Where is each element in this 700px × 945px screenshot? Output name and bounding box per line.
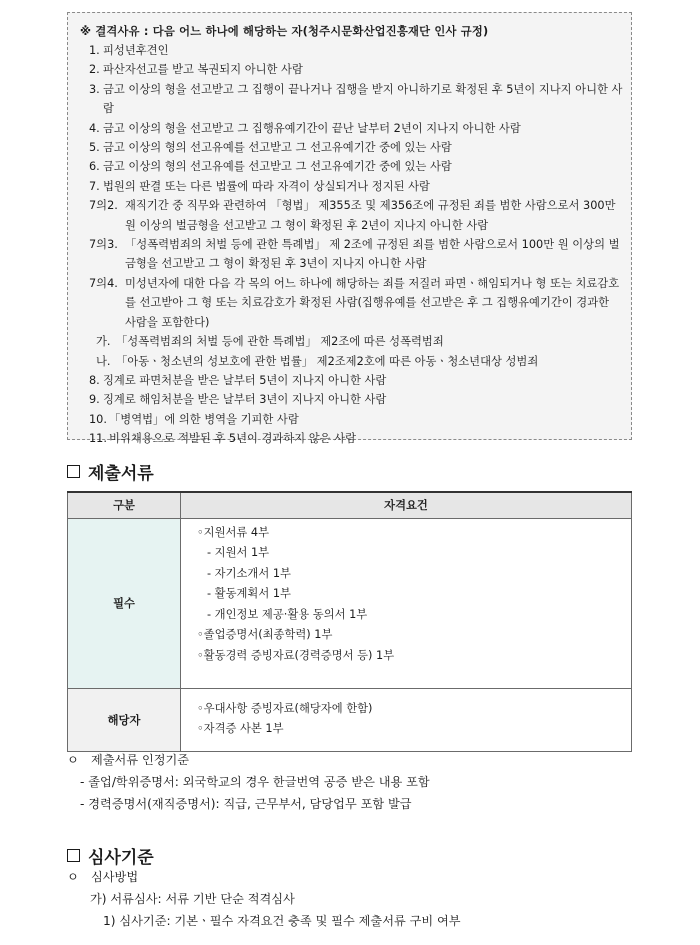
list-item: 11. 비위채용으로 적발된 후 5년이 경과하지 않은 사람: [89, 432, 356, 446]
criteria-item: - 경력증명서(재직증명서): 직급, 근무부서, 담당업무 포함 발급: [80, 797, 412, 811]
list-item: 7. 법원의 판결 또는 다른 법률에 따라 자격이 상실되거나 정지된 사람: [89, 179, 430, 193]
section-heading-submission: 제출서류: [67, 459, 154, 484]
criteria-item: - 졸업/학위증명서: 외국학교의 경우 한글번역 공증 받은 내용 포함: [80, 775, 430, 789]
list-item: 5. 금고 이상의 형의 선고유예를 선고받고 그 선고유예기간 중에 있는 사람: [89, 141, 452, 155]
list-item: 7의3. 「성폭력범죄의 처벌 등에 관한 특례법」 제 2조에 규정된 죄를 범한 사람으로서 100만 원 이상의 벌금형을 선고받고 그 형이 확정된 후 3년이 지나지 아니한 사람: [89, 238, 620, 271]
list-item: 1. 피성년후견인: [89, 44, 169, 57]
disqualification-box: [67, 12, 632, 446]
list-item: 6. 금고 이상의 형의 선고유예를 선고받고 그 선고유예기간 중에 있는 사람: [89, 160, 452, 174]
table-header-cell: 자격요건: [181, 492, 632, 518]
circle-bullet-icon: ㅇ: [67, 870, 79, 884]
review-method-title: ㅇ 심사방법: [67, 866, 647, 888]
circle-bullet-icon: ㅇ: [67, 753, 79, 767]
requirements-cell: ◦지원서류 4부 - 지원서 1부 - 자기소개서 1부 - 활동계획서 1부 - 개인정보 제공·활용 동의서 1부 ◦졸업증명서(최종학력) 1부 ◦활동경력 증빙자료(경력증명서 등) 1부: [181, 518, 632, 688]
list-item: 3. 금고 이상의 형을 선고받고 그 집행이 끝나거나 집행을 받지 아니하기로 확정된 후 5년이 지나지 아니한 사람: [89, 82, 623, 116]
square-bullet-icon: [67, 849, 80, 862]
list-item: 8. 징계로 파면처분을 받은 날부터 5년이 지나지 아니한 사람: [89, 373, 387, 387]
list-item: 7의4. 미성년자에 대한 다음 각 목의 어느 하나에 해당하는 죄를 저질러 파면ㆍ해임되거나 형 또는 치료감호를 선고받아 그 형 또는 치료감호가 확정된 사람(집행유예를 선고받은 후 그 집행유예기간이 경과한 사람을 포함한다): [89, 276, 620, 329]
table-row: [68, 518, 632, 688]
section-heading-review: 심사기준: [67, 843, 154, 868]
table-header-cell: 구분: [68, 492, 181, 518]
requirements-cell: ◦우대사항 증빙자료(해당자에 한함) ◦자격증 사본 1부: [181, 688, 632, 751]
category-cell-required: 필수: [68, 518, 181, 688]
criteria-title: ㅇ 제출서류 인정기준: [67, 749, 647, 771]
disqualification-title: ※ 결격사유 : 다음 어느 하나에 해당하는 자(청주시문화산업진흥재단 인사 규정): [80, 25, 489, 38]
list-item: 9. 징계로 해임처분을 받은 날부터 3년이 지나지 아니한 사람: [89, 393, 387, 407]
category-cell-applicable: 해당자: [68, 688, 181, 751]
review-substep: 1) 심사기준: 기본ㆍ필수 자격요건 충족 및 필수 제출서류 구비 여부: [103, 914, 461, 928]
table-header-row: [68, 492, 632, 518]
list-item: 10. 「병역법」에 의한 병역을 기피한 사람: [89, 412, 299, 426]
list-item: 2. 파산자선고를 받고 복권되지 아니한 사람: [89, 63, 303, 77]
list-subitem: 가. 「성폭력범죄의 처벌 등에 관한 특례법」 제2조에 따른 성폭력범죄: [96, 335, 444, 349]
review-notes: [67, 866, 647, 932]
list-subitem: 나. 「아동ㆍ청소년의 성보호에 관한 법률」 제2조제2호에 따른 아동ㆍ청소년대상 성범죄: [96, 354, 539, 368]
submission-table: [67, 491, 632, 752]
criteria-notes: [67, 749, 647, 815]
list-item: 4. 금고 이상의 형을 선고받고 그 집행유예기간이 끝난 날부터 2년이 지나지 아니한 사람: [89, 121, 521, 135]
table-row: [68, 688, 632, 751]
list-item: 7의2. 재직기간 중 직무와 관련하여 「형법」 제355조 및 제356조에 규정된 죄를 범한 사람으로서 300만원 이상의 벌금형을 선고받고 그 형이 확정된 후 2년이 지나지 아니한 사람: [89, 199, 616, 232]
review-step: 가) 서류심사: 서류 기반 단순 적격심사: [90, 892, 295, 906]
square-bullet-icon: [67, 465, 80, 478]
